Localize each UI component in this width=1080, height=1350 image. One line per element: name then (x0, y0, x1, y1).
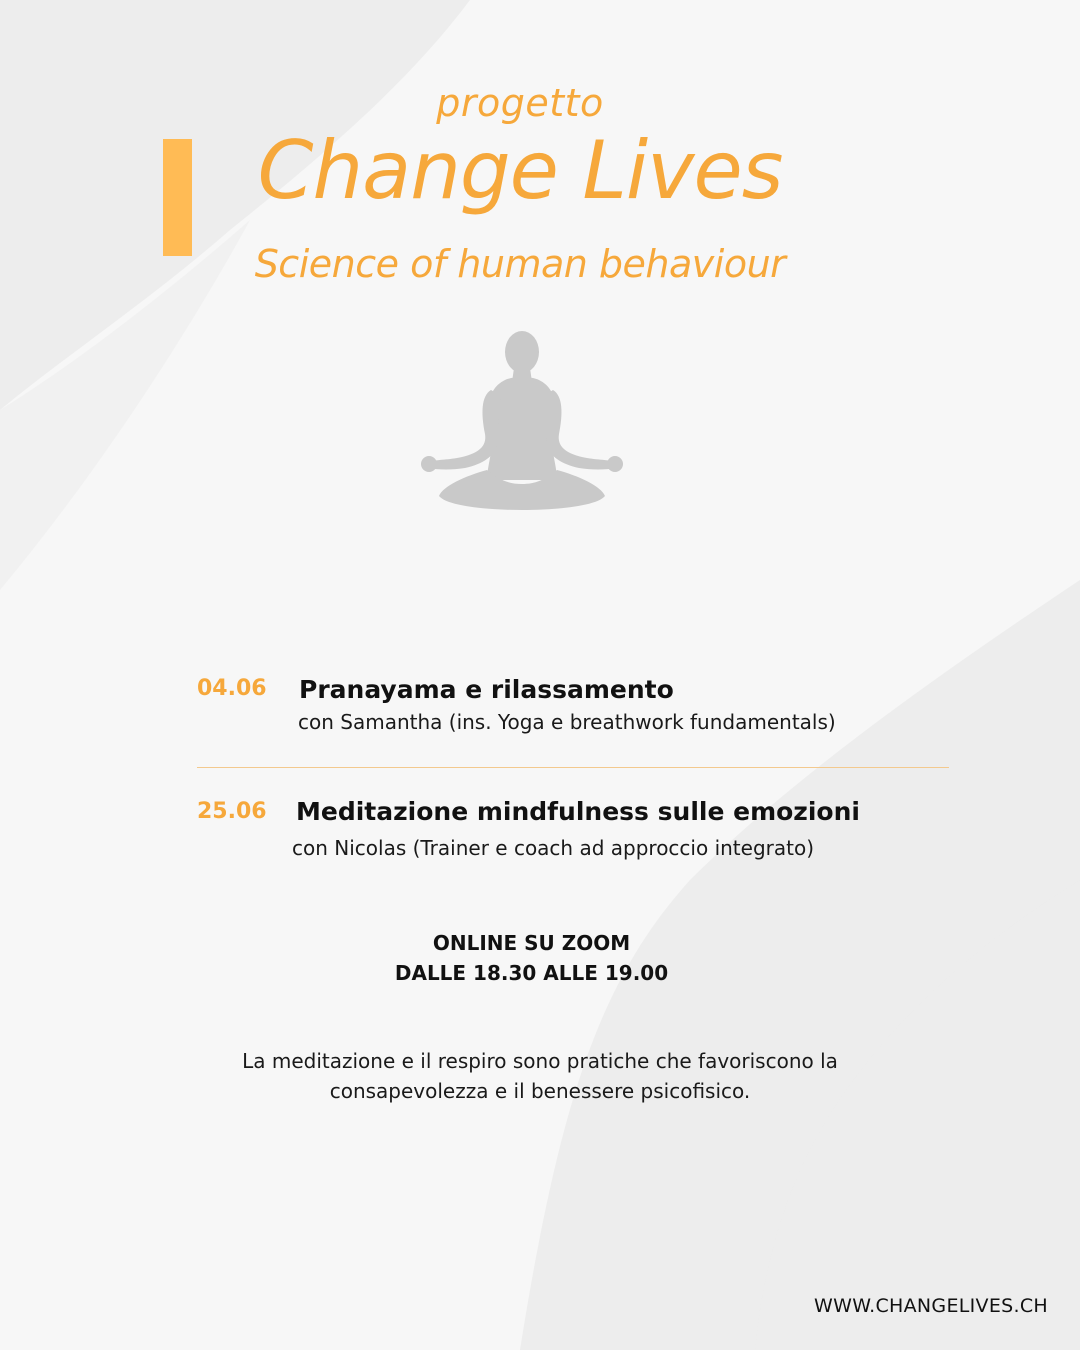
website-link[interactable]: WWW.CHANGELIVES.CH (814, 1295, 1048, 1317)
event-title-2: Meditazione mindfulness sulle emozioni (296, 797, 860, 826)
event-subtitle-1: con Samantha (ins. Yoga e breathwork fundamentals) (298, 710, 836, 734)
figure-left-arm (427, 390, 501, 470)
figure-head (505, 331, 539, 373)
meditation-figure-icon (417, 330, 627, 515)
description-text (190, 1046, 890, 1106)
event-date-1: 04.06 (197, 676, 267, 701)
info-online-zoom: ONLINE SU ZOOM (432, 931, 631, 955)
figure-left-hand (421, 456, 437, 472)
figure-right-arm (543, 390, 617, 470)
event-subtitle-2: con Nicolas (Trainer e coach ad approccio integrato) (292, 836, 815, 860)
event-divider (197, 767, 949, 768)
info-time-range: DALLE 18.30 ALLE 19.00 (394, 961, 669, 985)
event-date-2: 25.06 (197, 799, 267, 824)
description-line-2: consapevolezza e il benessere psicofisico. (329, 1079, 751, 1103)
description-line-1: La meditazione e il respiro sono pratiche che favoriscono la (242, 1049, 838, 1073)
brand-title: Change Lives (257, 124, 783, 217)
brand-subtitle-progetto: progetto (436, 81, 604, 125)
brand-tagline: Science of human behaviour (254, 242, 786, 286)
event-title-1: Pranayama e rilassamento (299, 675, 674, 704)
figure-right-hand (607, 456, 623, 472)
